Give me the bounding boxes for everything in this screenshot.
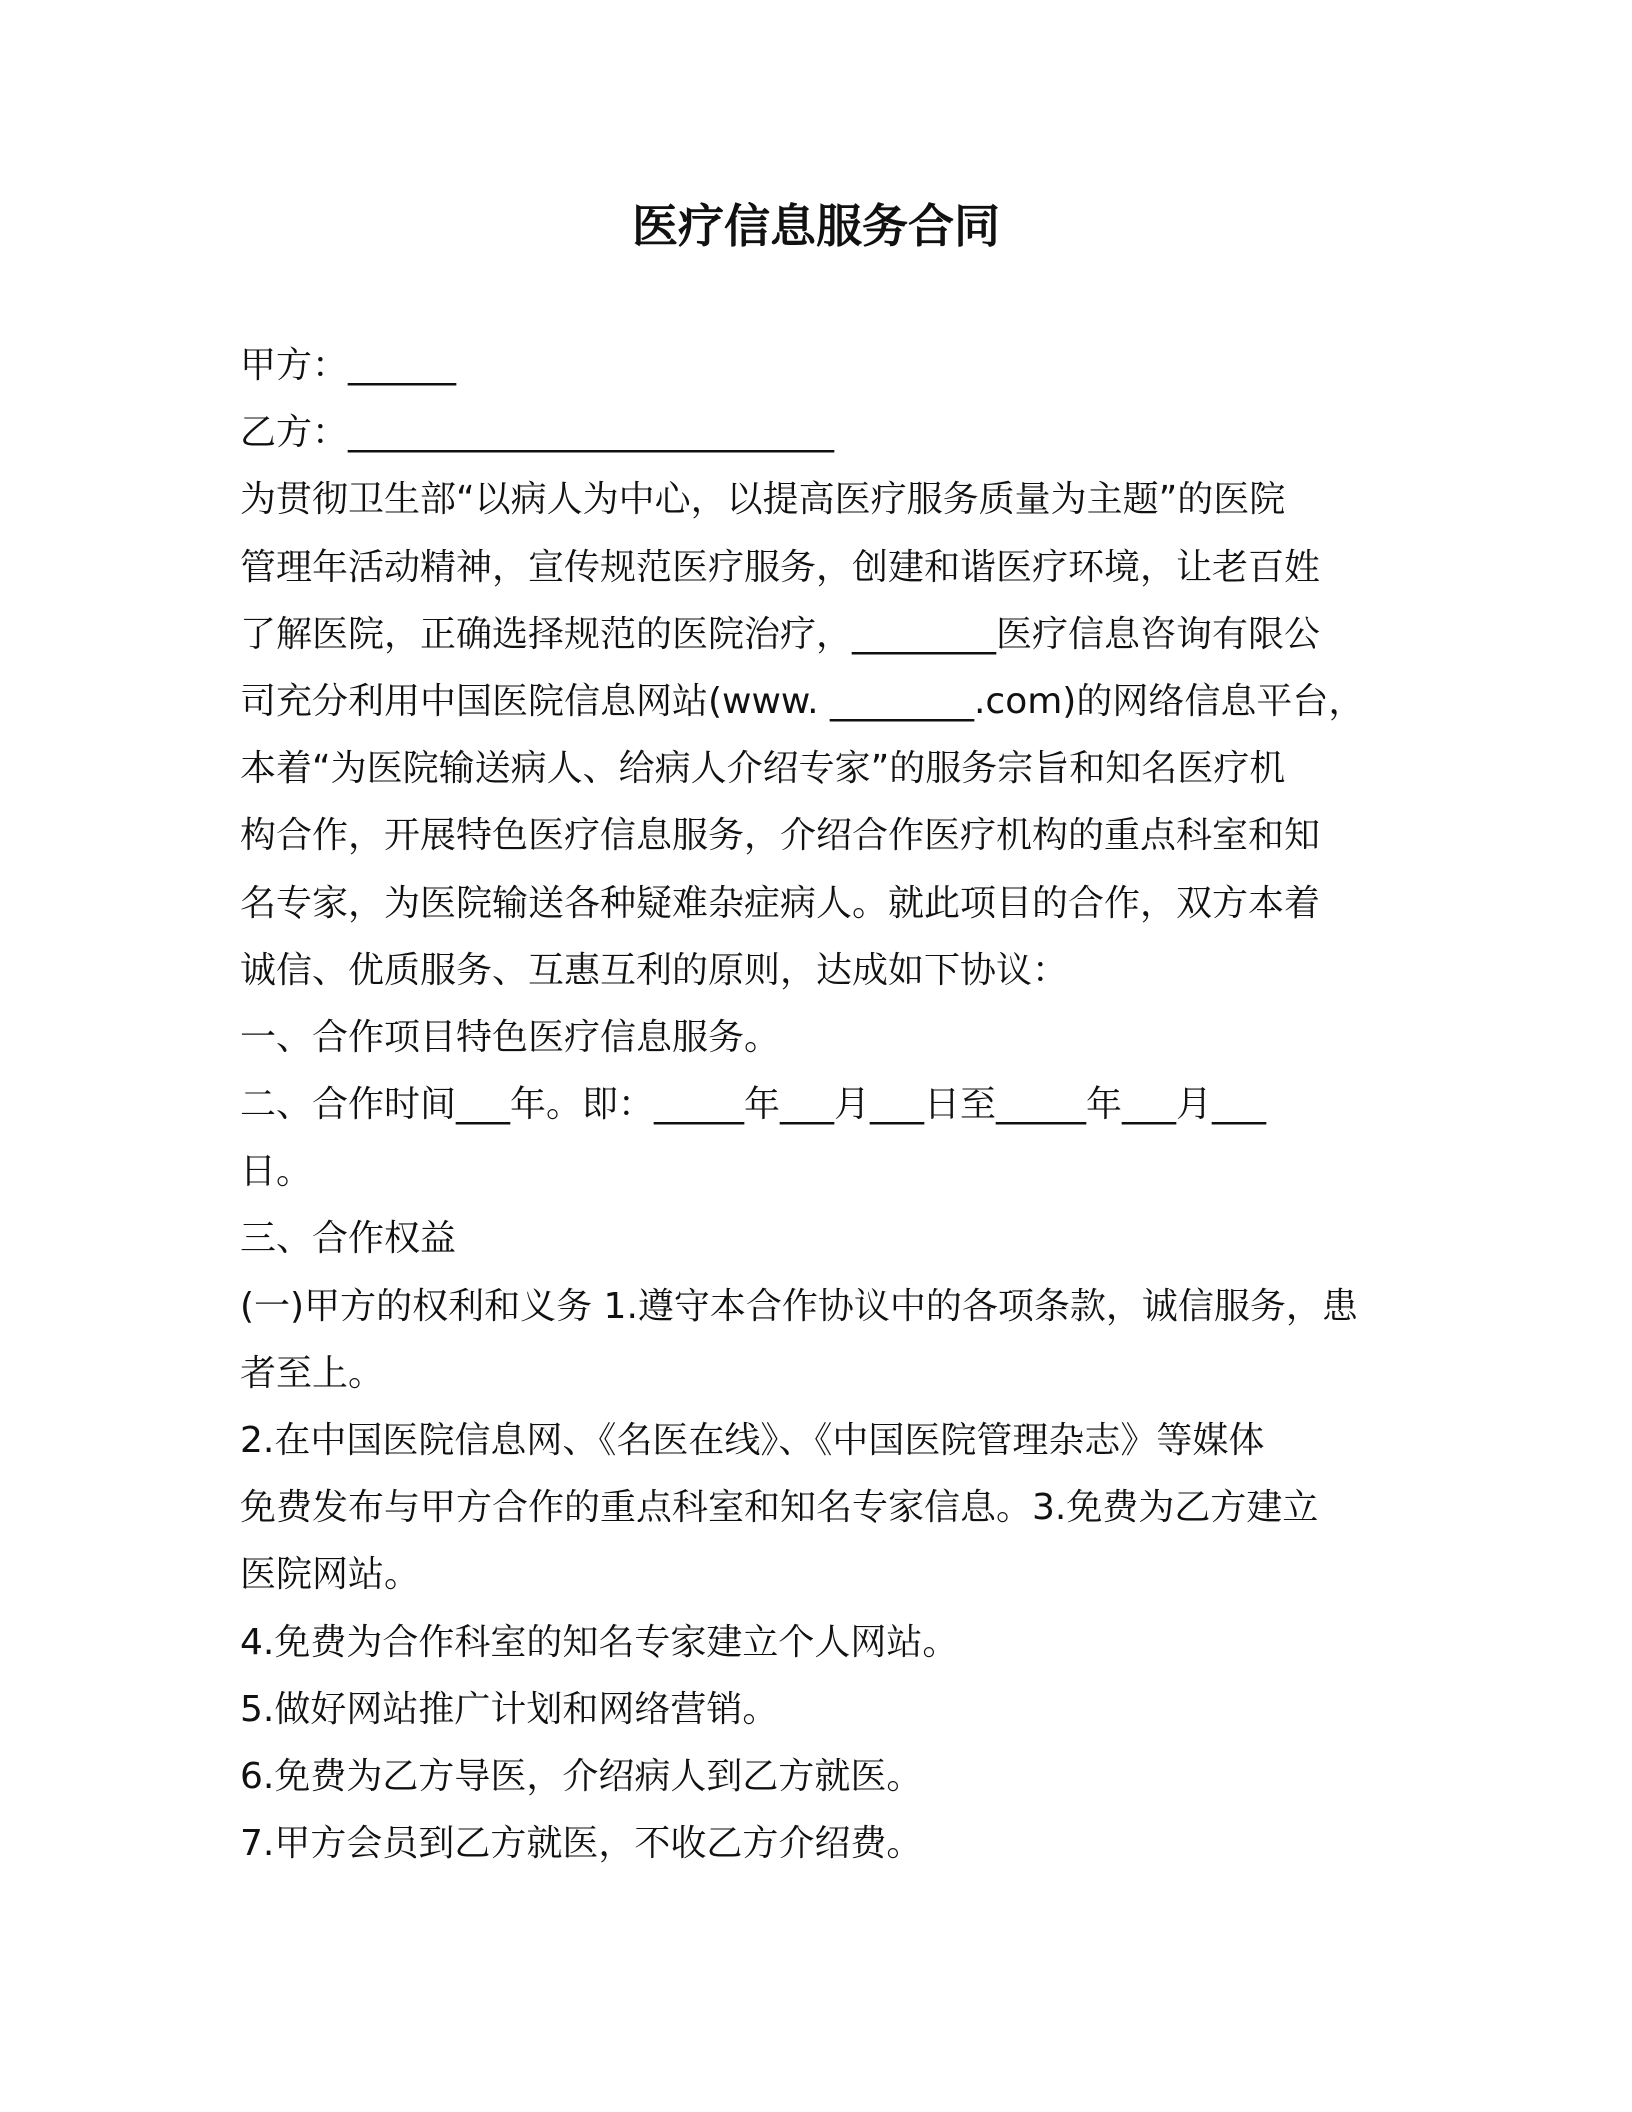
rights-item-2: 2.在中国医院信息网、《名医在线》、《中国医院管理杂志》等媒体 bbox=[240, 1420, 1265, 1461]
rights-item-3-continued: 医院网站。 bbox=[240, 1554, 421, 1596]
section-3: 三、合作权益 bbox=[240, 1218, 457, 1260]
rights-item-2-continued: 免费发布与甲方合作的重点科室和知名专家信息。3.免费为乙方建立 bbox=[240, 1487, 1319, 1529]
rights-item-6: 6.免费为乙方导医，介绍病人到乙方就医。 bbox=[240, 1755, 923, 1797]
intro-line-2: 管理年活动精神，宣传规范医疗服务，创建和谐医疗环境，让老百姓 bbox=[240, 546, 1321, 588]
rights-item-1-continued: 者至上。 bbox=[240, 1352, 385, 1394]
rights-item-7: 7.甲方会员到乙方就医，不收乙方介绍费。 bbox=[240, 1823, 923, 1865]
intro-line-5: 本着“为医院输送病人、给病人介绍专家”的服务宗旨和知名医疗机 bbox=[240, 748, 1286, 790]
section-1: 一、合作项目特色医疗信息服务。 bbox=[240, 1016, 781, 1058]
contract-body bbox=[240, 332, 1400, 1877]
party-a-line: 甲方：______ bbox=[240, 345, 457, 386]
intro-line-7: 名专家，为医院输送各种疑难杂症病人。就此项目的合作，双方本着 bbox=[240, 882, 1321, 924]
intro-line-3: 了解医院，正确选择规范的医院治疗，________医疗信息咨询有限公 bbox=[240, 613, 1321, 655]
party-b-line: 乙方：___________________________ bbox=[240, 412, 835, 454]
document-title: 医疗信息服务合同 bbox=[632, 199, 1000, 253]
intro-line-8: 诚信、优质服务、互惠互利的原则，达成如下协议： bbox=[240, 949, 1069, 991]
intro-line-4: 司充分利用中国医院信息网站(www. ________.com)的网络信息平台， bbox=[240, 680, 1365, 722]
rights-item-1: (一)甲方的权利和义务 1.遵守本合作协议中的各项条款，诚信服务，患 bbox=[240, 1285, 1358, 1327]
intro-line-1: 为贯彻卫生部“以病人为中心，以提高医疗服务质量为主题”的医院 bbox=[240, 479, 1286, 521]
intro-line-6: 构合作，开展特色医疗信息服务，介绍合作医疗机构的重点科室和知 bbox=[240, 815, 1321, 857]
rights-item-4: 4.免费为合作科室的知名专家建立个人网站。 bbox=[240, 1621, 959, 1663]
rights-item-5: 5.做好网站推广计划和网络营销。 bbox=[240, 1688, 779, 1730]
section-2: 二、合作时间___年。即：_____年___月___日至_____年___月___ bbox=[240, 1084, 1267, 1126]
section-2-continued: 日。 bbox=[240, 1151, 313, 1193]
